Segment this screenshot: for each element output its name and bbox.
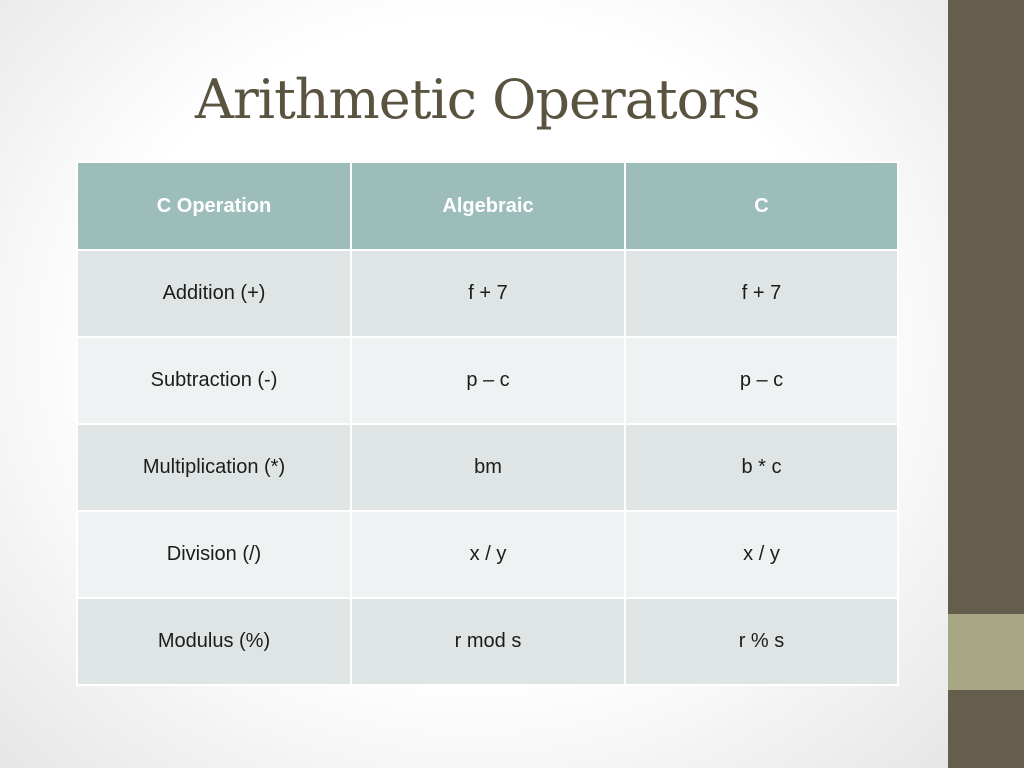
table-header-row bbox=[77, 162, 898, 250]
table-row bbox=[77, 598, 898, 685]
cell-operation: Multiplication (*) bbox=[77, 424, 351, 511]
cell-c-expression: r % s bbox=[625, 598, 898, 685]
table-row bbox=[77, 337, 898, 424]
cell-algebraic: bm bbox=[351, 424, 625, 511]
cell-c-expression: p – c bbox=[625, 337, 898, 424]
decorative-sidebar-accent bbox=[948, 614, 1024, 690]
cell-operation: Division (/) bbox=[77, 511, 351, 598]
cell-operation: Subtraction (-) bbox=[77, 337, 351, 424]
cell-c-expression: f + 7 bbox=[625, 250, 898, 337]
cell-algebraic: r mod s bbox=[351, 598, 625, 685]
column-header-c-operation: C Operation bbox=[77, 162, 351, 250]
column-header-c: C bbox=[625, 162, 898, 250]
column-header-algebraic: Algebraic bbox=[351, 162, 625, 250]
cell-c-expression: b * c bbox=[625, 424, 898, 511]
table-row bbox=[77, 424, 898, 511]
slide-title: Arithmetic Operators bbox=[195, 68, 760, 131]
cell-algebraic: f + 7 bbox=[351, 250, 625, 337]
cell-algebraic: x / y bbox=[351, 511, 625, 598]
table-row bbox=[77, 511, 898, 598]
operators-table bbox=[76, 161, 899, 686]
cell-operation: Modulus (%) bbox=[77, 598, 351, 685]
cell-operation: Addition (+) bbox=[77, 250, 351, 337]
cell-c-expression: x / y bbox=[625, 511, 898, 598]
table-row bbox=[77, 250, 898, 337]
cell-algebraic: p – c bbox=[351, 337, 625, 424]
